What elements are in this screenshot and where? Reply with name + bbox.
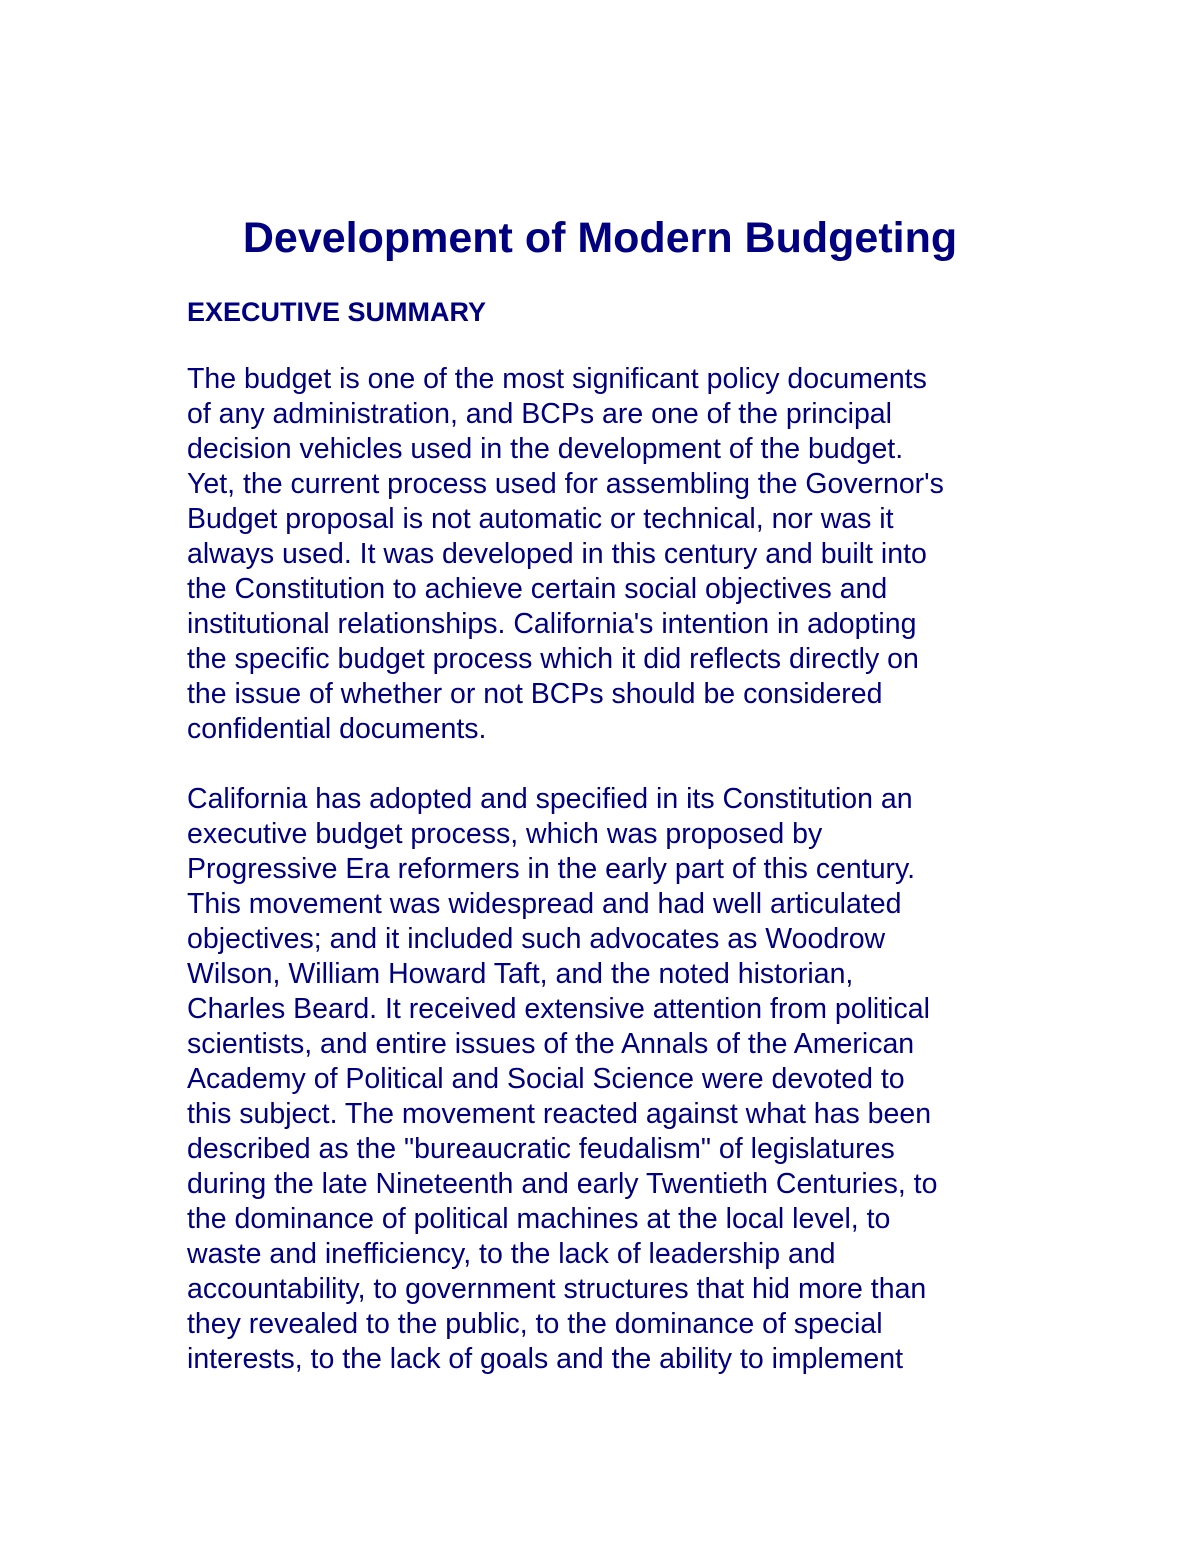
paragraph-line: California has adopted and specified in its Constitution an (187, 783, 913, 815)
paragraph-line: accountability, to government structures that hid more than (187, 1273, 927, 1305)
paragraph-line: Wilson, William Howard Taft, and the noted historian, (187, 958, 854, 990)
paragraph-line: Progressive Era reformers in the early part of this century. (187, 853, 916, 885)
paragraph-line: they revealed to the public, to the dominance of special (187, 1308, 883, 1340)
paragraph-line: waste and inefficiency, to the lack of leadership and (187, 1238, 836, 1270)
paragraph-line: Yet, the current process used for assembling the Governor's (187, 468, 944, 500)
paragraph-1 (187, 362, 1047, 747)
paragraph-line: interests, to the lack of goals and the ability to implement (187, 1343, 904, 1375)
paragraph-line: of any administration, and BCPs are one of the principal (187, 398, 892, 430)
paragraph-line: Budget proposal is not automatic or technical, nor was it (187, 503, 894, 535)
paragraph-line: described as the "bureaucratic feudalism" of legislatures (187, 1133, 895, 1165)
paragraph-line: scientists, and entire issues of the Annals of the American (187, 1028, 915, 1060)
paragraph-line: decision vehicles used in the development of the budget. (187, 433, 904, 465)
paragraph-line: during the late Nineteenth and early Twentieth Centuries, to (187, 1168, 938, 1200)
paragraph-line: the issue of whether or not BCPs should be considered (187, 678, 883, 710)
paragraph-line: the specific budget process which it did reflects directly on (187, 643, 919, 675)
paragraph-line: The budget is one of the most significant policy documents (187, 363, 927, 395)
page-title: Development of Modern Budgeting (242, 214, 958, 262)
paragraph-line: confidential documents. (187, 713, 487, 745)
paragraph-line: This movement was widespread and had well articulated (187, 888, 902, 920)
paragraph-line: always used. It was developed in this century and built into (187, 538, 927, 570)
paragraph-line: Academy of Political and Social Science were devoted to (187, 1063, 905, 1095)
paragraph-line: the Constitution to achieve certain social objectives and (187, 573, 888, 605)
paragraph-line: the dominance of political machines at the local level, to (187, 1203, 891, 1235)
paragraph-line: Charles Beard. It received extensive attention from political (187, 993, 930, 1025)
paragraph-line: objectives; and it included such advocates as Woodrow (187, 923, 886, 955)
paragraph-line: executive budget process, which was proposed by (187, 818, 823, 850)
section-heading-executive-summary: EXECUTIVE SUMMARY (187, 297, 487, 327)
paragraph-line: institutional relationships. California's intention in adopting (187, 608, 917, 640)
paragraph-2 (187, 782, 1047, 1377)
paragraph-line: this subject. The movement reacted against what has been (187, 1098, 932, 1130)
